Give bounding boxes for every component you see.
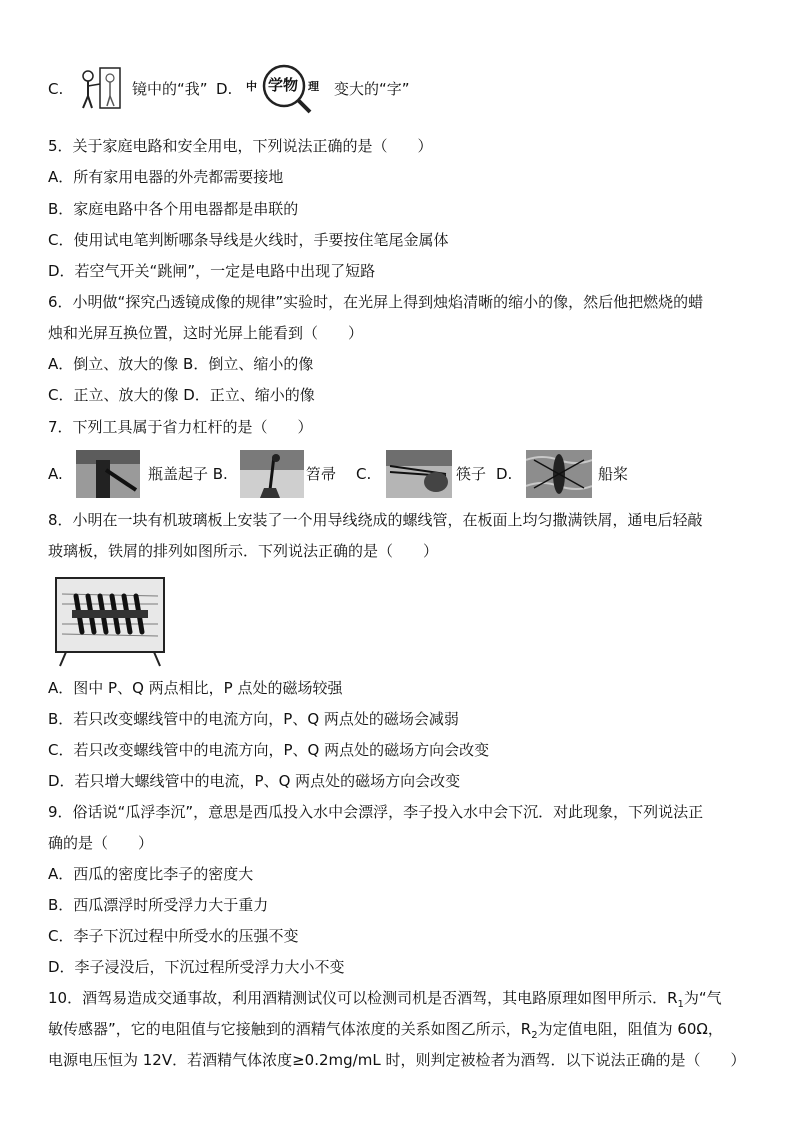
bottle-opener-image	[76, 450, 140, 498]
q6-stem-line1: 6．小明做“探究凸透镜成像的规律”实验时，在光屏上得到烛焰清晰的缩小的像，然后他把燃烧的蜡	[48, 293, 704, 311]
q10-line1	[48, 987, 722, 1016]
q5-option-a: A．所有家用电器的外壳都需要接地	[48, 168, 284, 186]
q7-option-c-text: 筷子	[456, 465, 487, 483]
magnifier-text-center: 学物	[268, 76, 299, 94]
q10-line2-tail: 为定值电阻，阻值为 60Ω，	[537, 1020, 723, 1038]
mirror-figure-image	[72, 66, 124, 112]
q8-stem-line2: 玻璃板，铁屑的排列如图所示．下列说法正确的是（ ）	[48, 542, 439, 560]
chopsticks-image	[386, 450, 452, 498]
q8-option-a: A．图中 P、Q 两点相比，P 点处的磁场较强	[48, 679, 343, 697]
q9-option-a: A．西瓜的密度比李子的密度大	[48, 865, 254, 883]
solenoid-iron-filings-image	[54, 574, 166, 668]
q9-stem-line1: 9．俗话说“瓜浮李沉”，意思是西瓜投入水中会漂浮，李子投入水中会下沉．对此现象，下列说法正	[48, 803, 704, 821]
q7-option-a-label: A.	[48, 465, 63, 483]
q8-stem-line1: 8．小明在一块有机玻璃板上安装了一个用导线绕成的螺线管，在板面上均匀撒满铁屑，通电后轻敲	[48, 511, 703, 529]
q6-stem-line2: 烛和光屏互换位置，这时光屏上能看到（ ）	[48, 324, 364, 342]
q8-option-c: C．若只改变螺线管中的电流方向，P、Q 两点处的磁场方向会改变	[48, 741, 490, 759]
q4-option-d-text: 变大的“字”	[334, 80, 410, 98]
q7-option-a-text: 瓶盖起子 B.	[148, 465, 228, 483]
q7-option-b-text: 笤帚	[306, 465, 337, 483]
r2-subscript: 2	[531, 1030, 538, 1041]
q4-option-c-text: 镜中的“我”	[132, 80, 208, 98]
rowing-oar-image	[526, 450, 592, 498]
q7-stem: 7．下列工具属于省力杠杆的是（ ）	[48, 418, 313, 436]
q6-options-line1: A．倒立、放大的像 B．倒立、缩小的像	[48, 355, 314, 373]
q5-option-d: D．若空气开关“跳闸”，一定是电路中出现了短路	[48, 262, 376, 280]
q9-stem-line2: 确的是（ ）	[48, 834, 154, 852]
q5-option-c: C．使用试电笔判断哪条导线是火线时，手要按住笔尾金属体	[48, 231, 449, 249]
q10-line2-text: 敏传感器”，它的电阻值与它接触到的酒精气体浓度的关系如图乙所示，R	[48, 1020, 532, 1038]
magnifier-figure-image	[244, 62, 328, 114]
q9-option-d: D．李子浸没后，下沉过程所受浮力大小不变	[48, 958, 345, 976]
q9-option-c: C．李子下沉过程中所受水的压强不变	[48, 927, 299, 945]
q10-line1-tail: 为“气	[683, 989, 722, 1007]
q7-option-d-label: D.	[496, 465, 513, 483]
r1-subscript: 1	[677, 999, 684, 1010]
q7-option-d-text: 船桨	[598, 465, 629, 483]
q5-stem: 5．关于家庭电路和安全用电，下列说法正确的是（ ）	[48, 137, 433, 155]
q4-option-c-label: C.	[48, 80, 64, 98]
q7-option-c-label: C.	[356, 465, 372, 483]
q8-option-d: D．若只增大螺线管中的电流，P、Q 两点处的磁场方向会改变	[48, 772, 461, 790]
q9-option-b: B．西瓜漂浮时所受浮力大于重力	[48, 896, 269, 914]
magnifier-text-right: 理	[308, 80, 319, 93]
magnifier-text-left: 中	[246, 80, 257, 93]
q5-option-b: B．家庭电路中各个用电器都是串联的	[48, 200, 299, 218]
q10-line1-text: 10．酒驾易造成交通事故，利用酒精测试仪可以检测司机是否酒驾，其电路原理如图甲所示．R	[48, 989, 678, 1007]
q6-options-line2: C．正立、放大的像 D．正立、缩小的像	[48, 386, 315, 404]
q10-line2	[48, 1018, 723, 1047]
broom-image	[240, 450, 304, 498]
q8-option-b: B．若只改变螺线管中的电流方向，P、Q 两点处的磁场会减弱	[48, 710, 459, 728]
q4-option-d-label: D.	[216, 80, 233, 98]
q10-line3: 电源电压恒为 12V．若酒精气体浓度≥0.2mg/mL 时，则判定被检者为酒驾．以下说法正确的是（ ）	[48, 1051, 746, 1069]
